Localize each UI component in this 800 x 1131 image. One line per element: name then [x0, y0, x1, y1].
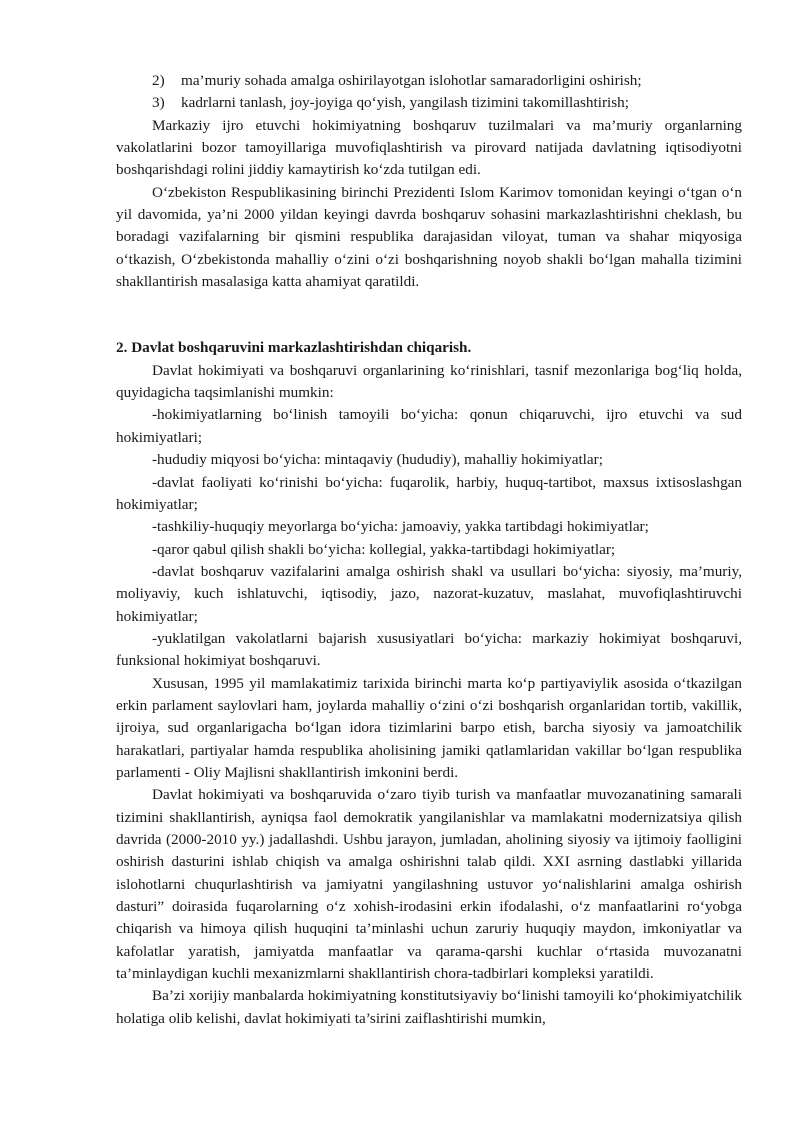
section-heading: 2. Davlat boshqaruvini markazlashtirishdan chiqarish.: [116, 339, 472, 357]
list-number: 3): [152, 94, 165, 112]
paragraph: Xususan, 1995 yil mamlakatimiz tarixida birinchi marta ko‘p partiyaviylik asosida o‘tkazilgan erkin parlament saylovlari ham, joylarda mahalliy o‘zini o‘zi boshqarish organlaridan tortib, vakillik, ijroiya, sud organlarigacha bo‘lgan idora tizimlarini barpo etish, barcha siyosiy va jamoatchilik harakatlari, partiyalar hamda respublika aholisining jamiki qatlamlaridan vakillar bo‘lgan respublika parlamenti - Oliy Majlisni shakllantirish imkonini berdi.: [116, 674, 742, 781]
list-item: [152, 92, 742, 114]
paragraph: O‘zbekiston Respublikasining birinchi Prezidenti Islom Karimov tomonidan keyingi o‘tgan o‘n yil davomida, ya’ni 2000 yildan keyingi davrda boshqaruv sohasini markazlashtirishni cheklash, bu boradagi vazifalarning bir qismini respublika darajasidan viloyat, tuman va shahar miqyosiga o‘tkazish, O‘zbekistonda mahalliy o‘zini o‘zi boshqarishning noyob shakli bo‘lgan mahalla tizimini shakllantirish masalasiga katta ahamiyat qaratildi.: [116, 183, 742, 291]
paragraph: -qaror qabul qilish shakli bo‘yicha: kollegial, yakka-tartibdagi hokimiyatlar;: [152, 540, 616, 558]
list-text: kadrlarni tanlash, joy-joyiga qo‘yish, yangilash tizimini takomillashtirish;: [181, 94, 629, 112]
document-page: [116, 70, 742, 1030]
paragraph: -davlat faoliyati ko‘rinishi bo‘yicha: fuqarolik, harbiy, huquq-tartibot, maxsus ixtisoslashgan hokimiyatlar;: [116, 473, 742, 513]
paragraph: Markaziy ijro etuvchi hokimiyatning boshqaruv tuzilmalari va ma’muriy organlarning vakolatlarini bozor tamoyillariga muvofiqlashtirish va pirovard natijada davlatning iqtisodiyotni boshqarishdagi rolini jiddiy kamaytirish ko‘zda tutilgan edi.: [116, 116, 742, 179]
list-item: [152, 70, 742, 92]
paragraph: -hokimiyatlarning bo‘linish tamoyili bo‘yicha: qonun chiqaruvchi, ijro etuvchi va sud hokimiyatlari;: [116, 406, 742, 446]
paragraph: Davlat hokimiyati va boshqaruvida o‘zaro tiyib turish va manfaatlar muvozanatining samarali tizimini shakllantirish, ayniqsa faol demokratik yangilanishlar va mamlakatni modernizatsiya qilish davrida (2000-2010 yy.) jadallashdi. Ushbu jarayon, jumladan, aholining siyosiy va ijtimoiy faolligini oshirish dasturini ishlab chiqish va amalga oshirishni talab qildi. XXI asrning dastlabki yillarida islohotlarni chuqurlashtirish va jamiyatni yangilashning ustuvor yo‘nalishlarini amalga oshirish dasturi” doirasida fuqarolarning o‘z xohish-irodasini erkin ifodalashi, o‘z manfaatlarini ro‘yobga chiqarish va himoya qilish huquqini ta’minlashi uchun zaruriy huquqiy maydon, imkoniyatlar va kafolatlar yaratish, jamiyatda manfaatlar va qarama-qarshi kuchlar o‘rtasida muvozanatni ta’minlaydigan kuchli mexanizmlarni shakllantirish chora-tadbirlari kompleksi yaratildi.: [116, 786, 742, 983]
paragraph: Ba’zi xorijiy manbalarda hokimiyatning konstitutsiyaviy bo‘linishi tamoyili ko‘phokimiyatchilik holatiga olib kelishi, davlat hokimiyati ta’sirini zaiflashtirishi mumkin,: [116, 987, 742, 1027]
paragraph: -davlat boshqaruv vazifalarini amalga oshirish shakl va usullari bo‘yicha: siyosiy, ma’muriy, moliyaviy, kuch ishlatuvchi, iqtisodiy, jazo, nazorat-kuzatuv, maslahat, muvofiqlashtiruvchi hokimiyatlar;: [116, 562, 742, 625]
list-text: ma’muriy sohada amalga oshirilayotgan islohotlar samaradorligini oshirish;: [181, 72, 642, 89]
paragraph: -hududiy miqyosi bo‘yicha: mintaqaviy (hududiy), mahalliy hokimiyatlar;: [152, 451, 603, 469]
list-number: 2): [152, 72, 165, 89]
paragraph: Davlat hokimiyati va boshqaruvi organlarining ko‘rinishlari, tasnif mezonlariga bog‘liq holda, quyidagicha taqsimlanishi mumkin:: [116, 361, 742, 402]
paragraph: -yuklatilgan vakolatlarni bajarish xususiyatlari bo‘yicha: markaziy hokimiyat boshqaruvi, funksional hokimiyat boshqaruvi.: [116, 629, 742, 670]
paragraph: -tashkiliy-huquqiy meyorlarga bo‘yicha: jamoaviy, yakka tartibdagi hokimiyatlar;: [152, 518, 649, 536]
